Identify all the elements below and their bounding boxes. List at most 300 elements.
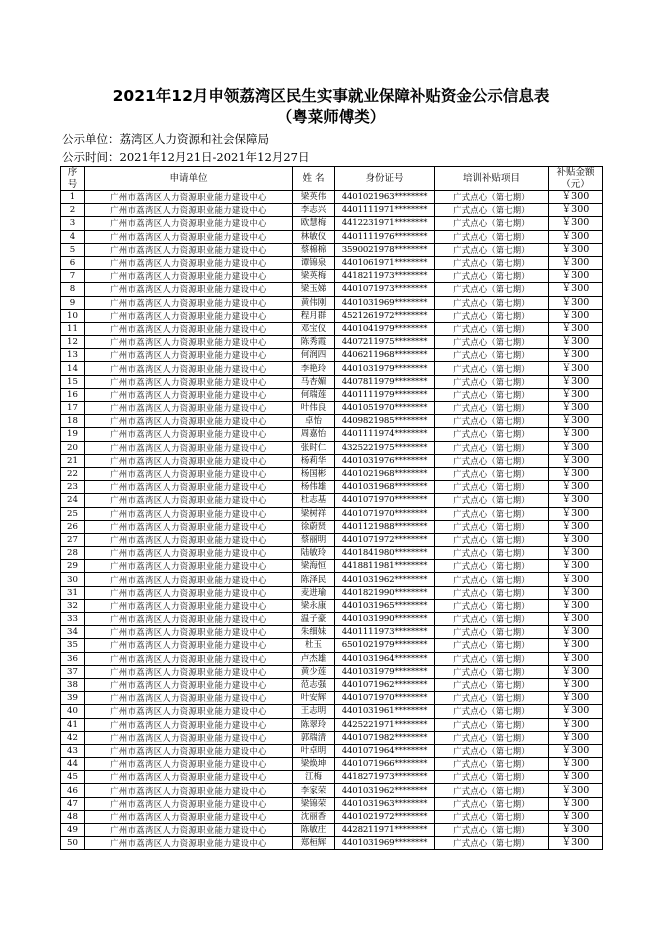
row-name: 江梅 — [293, 771, 335, 784]
row-seq: 21 — [61, 454, 85, 467]
row-name: 蔡棉棉 — [293, 243, 335, 256]
row-course: 广式点心（第七期） — [435, 731, 549, 744]
row-id-number: 4401051970******** — [335, 402, 435, 415]
row-course: 广式点心（第七期） — [435, 771, 549, 784]
row-unit: 广州市荔湾区人力资源职业能力建设中心 — [85, 507, 293, 520]
row-amount: ￥300 — [549, 771, 603, 784]
row-unit: 广州市荔湾区人力资源职业能力建设中心 — [85, 256, 293, 269]
row-seq: 43 — [61, 744, 85, 757]
row-seq: 41 — [61, 718, 85, 731]
row-id-number: 4401071970******** — [335, 507, 435, 520]
table-row — [61, 692, 603, 705]
row-amount: ￥300 — [549, 758, 603, 771]
row-seq: 42 — [61, 731, 85, 744]
row-name: 杨伟雄 — [293, 481, 335, 494]
row-seq: 16 — [61, 388, 85, 401]
row-course: 广式点心（第七期） — [435, 586, 549, 599]
row-id-number: 4401031968******** — [335, 481, 435, 494]
row-amount: ￥300 — [549, 613, 603, 626]
row-name: 马杏媚 — [293, 375, 335, 388]
row-amount: ￥300 — [549, 626, 603, 639]
row-course: 广式点心（第七期） — [435, 837, 549, 850]
row-course: 广式点心（第七期） — [435, 797, 549, 810]
row-unit: 广州市荔湾区人力资源职业能力建设中心 — [85, 481, 293, 494]
row-seq: 44 — [61, 758, 85, 771]
row-id-number: 4401121988******** — [335, 520, 435, 533]
row-id-number: 4401111976******** — [335, 230, 435, 243]
row-unit: 广州市荔湾区人力资源职业能力建设中心 — [85, 230, 293, 243]
row-course: 广式点心（第七期） — [435, 270, 549, 283]
row-seq: 23 — [61, 481, 85, 494]
row-id-number: 4401031976******** — [335, 454, 435, 467]
table-row — [61, 388, 603, 401]
table-row — [61, 309, 603, 322]
row-id-number: 4418811981******** — [335, 560, 435, 573]
table-row — [61, 270, 603, 283]
row-name: 陆敏玲 — [293, 547, 335, 560]
row-course: 广式点心（第七期） — [435, 349, 549, 362]
row-unit: 广州市荔湾区人力资源职业能力建设中心 — [85, 797, 293, 810]
row-id-number: 4401071970******** — [335, 692, 435, 705]
row-course: 广式点心（第七期） — [435, 243, 549, 256]
row-unit: 广州市荔湾区人力资源职业能力建设中心 — [85, 731, 293, 744]
row-course: 广式点心（第七期） — [435, 705, 549, 718]
header-seq-label: 序号 — [67, 167, 78, 190]
header-unit: 申请单位 — [85, 167, 293, 191]
header-id: 身份证号 — [335, 167, 435, 191]
row-amount: ￥300 — [549, 560, 603, 573]
row-seq: 45 — [61, 771, 85, 784]
header-name: 姓 名 — [293, 167, 335, 191]
row-unit: 广州市荔湾区人力资源职业能力建设中心 — [85, 362, 293, 375]
row-course: 广式点心（第七期） — [435, 613, 549, 626]
row-id-number: 4401031979******** — [335, 665, 435, 678]
table-row — [61, 204, 603, 217]
row-seq: 38 — [61, 678, 85, 691]
row-course: 广式点心（第七期） — [435, 692, 549, 705]
row-seq: 34 — [61, 626, 85, 639]
row-name: 郑桓辉 — [293, 837, 335, 850]
row-course: 广式点心（第七期） — [435, 191, 549, 204]
table-body — [61, 191, 603, 850]
table-row — [61, 243, 603, 256]
table-row — [61, 520, 603, 533]
row-name: 梁英梅 — [293, 270, 335, 283]
row-id-number: 6501021979******** — [335, 639, 435, 652]
row-course: 广式点心（第七期） — [435, 362, 549, 375]
row-unit: 广州市荔湾区人力资源职业能力建设中心 — [85, 402, 293, 415]
row-unit: 广州市荔湾区人力资源职业能力建设中心 — [85, 428, 293, 441]
row-course: 广式点心（第七期） — [435, 336, 549, 349]
table-row — [61, 481, 603, 494]
row-amount: ￥300 — [549, 283, 603, 296]
row-unit: 广州市荔湾区人力资源职业能力建设中心 — [85, 573, 293, 586]
table-row — [61, 678, 603, 691]
table-row — [61, 533, 603, 546]
row-name: 梁锦荣 — [293, 797, 335, 810]
row-course: 广式点心（第七期） — [435, 454, 549, 467]
row-id-number: 4401031963******** — [335, 797, 435, 810]
row-name: 沈丽香 — [293, 810, 335, 823]
row-course: 广式点心（第七期） — [435, 388, 549, 401]
row-unit: 广州市荔湾区人力资源职业能力建设中心 — [85, 322, 293, 335]
table-row — [61, 665, 603, 678]
row-amount: ￥300 — [549, 243, 603, 256]
row-id-number: 4401071982******** — [335, 731, 435, 744]
row-unit: 广州市荔湾区人力资源职业能力建设中心 — [85, 599, 293, 612]
subsidy-table — [60, 166, 603, 850]
row-unit: 广州市荔湾区人力资源职业能力建设中心 — [85, 639, 293, 652]
row-name: 林敏仪 — [293, 230, 335, 243]
row-seq: 26 — [61, 520, 85, 533]
row-amount: ￥300 — [549, 797, 603, 810]
row-id-number: 4401031964******** — [335, 652, 435, 665]
row-course: 广式点心（第七期） — [435, 744, 549, 757]
row-course: 广式点心（第七期） — [435, 467, 549, 480]
row-id-number: 4401071973******** — [335, 283, 435, 296]
row-amount: ￥300 — [549, 810, 603, 823]
row-amount: ￥300 — [549, 665, 603, 678]
row-seq: 20 — [61, 441, 85, 454]
row-name: 麦进瑜 — [293, 586, 335, 599]
row-id-number: 4401021968******** — [335, 467, 435, 480]
row-unit: 广州市荔湾区人力资源职业能力建设中心 — [85, 705, 293, 718]
row-unit: 广州市荔湾区人力资源职业能力建设中心 — [85, 784, 293, 797]
row-name: 何润四 — [293, 349, 335, 362]
row-seq: 50 — [61, 837, 85, 850]
row-unit: 广州市荔湾区人力资源职业能力建设中心 — [85, 375, 293, 388]
row-unit: 广州市荔湾区人力资源职业能力建设中心 — [85, 217, 293, 230]
row-amount: ￥300 — [549, 678, 603, 691]
table-row — [61, 613, 603, 626]
row-seq: 40 — [61, 705, 85, 718]
row-seq: 37 — [61, 665, 85, 678]
row-course: 广式点心（第七期） — [435, 520, 549, 533]
row-course: 广式点心（第七期） — [435, 533, 549, 546]
row-id-number: 4401041979******** — [335, 322, 435, 335]
row-amount: ￥300 — [549, 441, 603, 454]
row-unit: 广州市荔湾区人力资源职业能力建设中心 — [85, 467, 293, 480]
row-name: 张时仁 — [293, 441, 335, 454]
table-row — [61, 362, 603, 375]
row-id-number: 4401021972******** — [335, 810, 435, 823]
row-amount: ￥300 — [549, 586, 603, 599]
row-amount: ￥300 — [549, 402, 603, 415]
row-seq: 17 — [61, 402, 85, 415]
row-unit: 广州市荔湾区人力资源职业能力建设中心 — [85, 692, 293, 705]
table-row — [61, 744, 603, 757]
row-unit: 广州市荔湾区人力资源职业能力建设中心 — [85, 336, 293, 349]
row-id-number: 4418271973******** — [335, 771, 435, 784]
row-seq: 6 — [61, 256, 85, 269]
row-seq: 39 — [61, 692, 85, 705]
table-row — [61, 415, 603, 428]
row-name: 梁树祥 — [293, 507, 335, 520]
table-row — [61, 467, 603, 480]
row-unit: 广州市荔湾区人力资源职业能力建设中心 — [85, 744, 293, 757]
row-seq: 33 — [61, 613, 85, 626]
row-name: 周嘉怡 — [293, 428, 335, 441]
table-row — [61, 428, 603, 441]
row-seq: 31 — [61, 586, 85, 599]
row-amount: ￥300 — [549, 705, 603, 718]
row-amount: ￥300 — [549, 362, 603, 375]
row-seq: 3 — [61, 217, 85, 230]
row-unit: 广州市荔湾区人力资源职业能力建设中心 — [85, 494, 293, 507]
row-id-number: 4401031962******** — [335, 784, 435, 797]
row-course: 广式点心（第七期） — [435, 375, 549, 388]
row-unit: 广州市荔湾区人力资源职业能力建设中心 — [85, 283, 293, 296]
row-seq: 15 — [61, 375, 85, 388]
row-amount: ￥300 — [549, 507, 603, 520]
row-amount: ￥300 — [549, 388, 603, 401]
row-seq: 29 — [61, 560, 85, 573]
row-course: 广式点心（第七期） — [435, 481, 549, 494]
row-unit: 广州市荔湾区人力资源职业能力建设中心 — [85, 388, 293, 401]
row-seq: 1 — [61, 191, 85, 204]
row-amount: ￥300 — [549, 692, 603, 705]
row-amount: ￥300 — [549, 494, 603, 507]
row-seq: 24 — [61, 494, 85, 507]
row-unit: 广州市荔湾区人力资源职业能力建设中心 — [85, 758, 293, 771]
row-seq: 25 — [61, 507, 85, 520]
row-unit: 广州市荔湾区人力资源职业能力建设中心 — [85, 191, 293, 204]
row-seq: 18 — [61, 415, 85, 428]
table-row — [61, 705, 603, 718]
row-course: 广式点心（第七期） — [435, 428, 549, 441]
row-name: 黄少莲 — [293, 665, 335, 678]
table-row — [61, 586, 603, 599]
row-unit: 广州市荔湾区人力资源职业能力建设中心 — [85, 586, 293, 599]
row-seq: 27 — [61, 533, 85, 546]
header-course: 培训补贴项目 — [435, 167, 549, 191]
row-name: 梁海恒 — [293, 560, 335, 573]
row-course: 广式点心（第七期） — [435, 665, 549, 678]
row-id-number: 4401021963******** — [335, 191, 435, 204]
row-name: 欧慧梅 — [293, 217, 335, 230]
row-seq: 46 — [61, 784, 85, 797]
row-seq: 8 — [61, 283, 85, 296]
row-name: 谭锦泉 — [293, 256, 335, 269]
row-name: 王志明 — [293, 705, 335, 718]
row-course: 广式点心（第七期） — [435, 639, 549, 652]
row-unit: 广州市荔湾区人力资源职业能力建设中心 — [85, 626, 293, 639]
row-amount: ￥300 — [549, 454, 603, 467]
row-seq: 49 — [61, 824, 85, 837]
row-id-number: 4409821985******** — [335, 415, 435, 428]
row-course: 广式点心（第七期） — [435, 573, 549, 586]
row-amount: ￥300 — [549, 520, 603, 533]
row-unit: 广州市荔湾区人力资源职业能力建设中心 — [85, 665, 293, 678]
row-course: 广式点心（第七期） — [435, 217, 549, 230]
table-row — [61, 441, 603, 454]
row-id-number: 4521261972******** — [335, 309, 435, 322]
row-name: 范志强 — [293, 678, 335, 691]
row-unit: 广州市荔湾区人力资源职业能力建设中心 — [85, 718, 293, 731]
row-amount: ￥300 — [549, 533, 603, 546]
table-row — [61, 652, 603, 665]
row-seq: 14 — [61, 362, 85, 375]
table-row — [61, 402, 603, 415]
table-row — [61, 784, 603, 797]
row-amount: ￥300 — [549, 336, 603, 349]
row-unit: 广州市荔湾区人力资源职业能力建设中心 — [85, 560, 293, 573]
row-name: 梁玉娣 — [293, 283, 335, 296]
row-amount: ￥300 — [549, 204, 603, 217]
row-seq: 47 — [61, 797, 85, 810]
table-row — [61, 349, 603, 362]
row-course: 广式点心（第七期） — [435, 824, 549, 837]
row-name: 梁英伟 — [293, 191, 335, 204]
row-id-number: 4401031965******** — [335, 599, 435, 612]
row-name: 黄伟刚 — [293, 296, 335, 309]
row-id-number: 4412231971******** — [335, 217, 435, 230]
header-amount-label: 补贴金额（元） — [556, 167, 595, 190]
row-id-number: 4401071962******** — [335, 678, 435, 691]
row-name: 何瑞莲 — [293, 388, 335, 401]
row-amount: ￥300 — [549, 599, 603, 612]
row-id-number: 4401841980******** — [335, 547, 435, 560]
row-amount: ￥300 — [549, 309, 603, 322]
row-unit: 广州市荔湾区人力资源职业能力建设中心 — [85, 415, 293, 428]
row-id-number: 4401031990******** — [335, 613, 435, 626]
row-id-number: 4428211971******** — [335, 824, 435, 837]
row-unit: 广州市荔湾区人力资源职业能力建设中心 — [85, 824, 293, 837]
period-line: 公示时间：2021年12月21日-2021年12月27日 — [62, 150, 310, 164]
row-course: 广式点心（第七期） — [435, 309, 549, 322]
row-id-number: 4401071966******** — [335, 758, 435, 771]
row-course: 广式点心（第七期） — [435, 560, 549, 573]
table-row — [61, 639, 603, 652]
row-name: 陈泽民 — [293, 573, 335, 586]
table-row — [61, 810, 603, 823]
row-name: 李艳玲 — [293, 362, 335, 375]
row-id-number: 4401061971******** — [335, 256, 435, 269]
table-row — [61, 191, 603, 204]
row-unit: 广州市荔湾区人力资源职业能力建设中心 — [85, 678, 293, 691]
row-id-number: 4401071964******** — [335, 744, 435, 757]
row-name: 朱细妹 — [293, 626, 335, 639]
row-name: 梁焕坤 — [293, 758, 335, 771]
row-course: 广式点心（第七期） — [435, 230, 549, 243]
row-unit: 广州市荔湾区人力资源职业能力建设中心 — [85, 533, 293, 546]
row-amount: ￥300 — [549, 837, 603, 850]
row-course: 广式点心（第七期） — [435, 256, 549, 269]
table-row — [61, 256, 603, 269]
row-unit: 广州市荔湾区人力资源职业能力建设中心 — [85, 309, 293, 322]
row-amount: ￥300 — [549, 415, 603, 428]
row-id-number: 4401111971******** — [335, 204, 435, 217]
row-unit: 广州市荔湾区人力资源职业能力建设中心 — [85, 296, 293, 309]
row-amount: ￥300 — [549, 731, 603, 744]
table-row — [61, 797, 603, 810]
row-seq: 10 — [61, 309, 85, 322]
row-seq: 11 — [61, 322, 85, 335]
row-unit: 广州市荔湾区人力资源职业能力建设中心 — [85, 652, 293, 665]
table-row — [61, 322, 603, 335]
row-unit: 广州市荔湾区人力资源职业能力建设中心 — [85, 810, 293, 823]
row-course: 广式点心（第七期） — [435, 402, 549, 415]
row-unit: 广州市荔湾区人力资源职业能力建设中心 — [85, 270, 293, 283]
row-id-number: 4401111979******** — [335, 388, 435, 401]
row-seq: 30 — [61, 573, 85, 586]
row-amount: ￥300 — [549, 784, 603, 797]
row-unit: 广州市荔湾区人力资源职业能力建设中心 — [85, 613, 293, 626]
row-name: 叶卓明 — [293, 744, 335, 757]
row-amount: ￥300 — [549, 744, 603, 757]
table-row — [61, 494, 603, 507]
row-name: 卢杰雄 — [293, 652, 335, 665]
row-amount: ￥300 — [549, 349, 603, 362]
table-row — [61, 771, 603, 784]
row-id-number: 4407811979******** — [335, 375, 435, 388]
row-course: 广式点心（第七期） — [435, 784, 549, 797]
row-course: 广式点心（第七期） — [435, 678, 549, 691]
row-course: 广式点心（第七期） — [435, 296, 549, 309]
table-row — [61, 626, 603, 639]
row-amount: ￥300 — [549, 230, 603, 243]
row-amount: ￥300 — [549, 481, 603, 494]
table-row — [61, 560, 603, 573]
row-amount: ￥300 — [549, 217, 603, 230]
row-id-number: 4418211973******** — [335, 270, 435, 283]
row-seq: 35 — [61, 639, 85, 652]
row-seq: 9 — [61, 296, 85, 309]
row-name: 叶伟良 — [293, 402, 335, 415]
publisher-line: 公示单位：荔湾区人力资源和社会保障局 — [62, 132, 269, 146]
table-row — [61, 296, 603, 309]
row-amount: ￥300 — [549, 573, 603, 586]
row-unit: 广州市荔湾区人力资源职业能力建设中心 — [85, 204, 293, 217]
row-id-number: 4401111974******** — [335, 428, 435, 441]
row-amount: ￥300 — [549, 428, 603, 441]
row-id-number: 4425221971******** — [335, 718, 435, 731]
row-unit: 广州市荔湾区人力资源职业能力建设中心 — [85, 349, 293, 362]
row-course: 广式点心（第七期） — [435, 758, 549, 771]
row-seq: 48 — [61, 810, 85, 823]
row-seq: 19 — [61, 428, 85, 441]
document-subtitle: （粤菜师傅类） — [276, 108, 386, 126]
header-amount — [549, 167, 603, 191]
table-row — [61, 454, 603, 467]
row-unit: 广州市荔湾区人力资源职业能力建设中心 — [85, 547, 293, 560]
row-amount: ￥300 — [549, 322, 603, 335]
row-seq: 2 — [61, 204, 85, 217]
row-course: 广式点心（第七期） — [435, 441, 549, 454]
row-name: 梁永康 — [293, 599, 335, 612]
row-id-number: 4401031969******** — [335, 296, 435, 309]
row-id-number: 4401031979******** — [335, 362, 435, 375]
row-amount: ￥300 — [549, 270, 603, 283]
row-name: 邓宝仪 — [293, 322, 335, 335]
row-name: 卓怡 — [293, 415, 335, 428]
table-row — [61, 758, 603, 771]
row-name: 叶安辉 — [293, 692, 335, 705]
table-row — [61, 336, 603, 349]
row-id-number: 4401031969******** — [335, 837, 435, 850]
row-name: 李志兴 — [293, 204, 335, 217]
row-amount: ￥300 — [549, 375, 603, 388]
row-unit: 广州市荔湾区人力资源职业能力建设中心 — [85, 243, 293, 256]
row-id-number: 4401031962******** — [335, 573, 435, 586]
row-amount: ￥300 — [549, 652, 603, 665]
header-seq — [61, 167, 85, 191]
row-seq: 7 — [61, 270, 85, 283]
row-amount: ￥300 — [549, 824, 603, 837]
table-row — [61, 599, 603, 612]
row-course: 广式点心（第七期） — [435, 415, 549, 428]
row-seq: 36 — [61, 652, 85, 665]
